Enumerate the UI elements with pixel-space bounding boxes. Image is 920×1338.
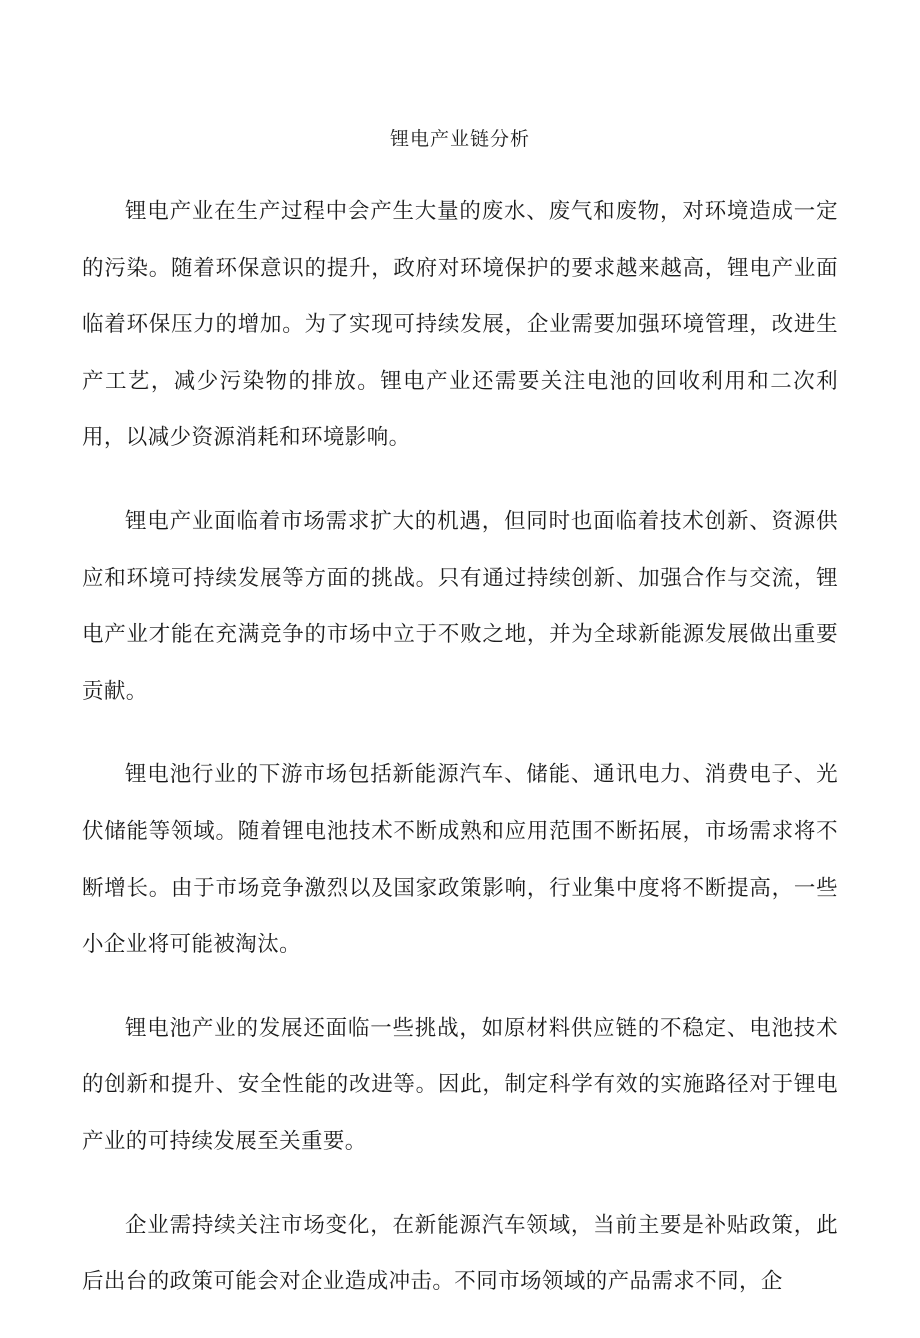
document-title: 锂电产业链分析	[389, 128, 530, 150]
document-body	[82, 184, 838, 1338]
paragraph-downstream-market: 锂电池行业的下游市场包括新能源汽车、储能、通讯电力、消费电子、光伏储能等领域。随着锂电池技术不断成熟和应用范围不断拓展，市场需求将不断增长。由于市场竞争激烈以及国家政策影响，行业集中度将不断提高，一些小企业将可能被淘汰。	[82, 762, 838, 958]
paragraph-challenges: 锂电池产业的发展还面临一些挑战，如原材料供应链的不稳定、电池技术的创新和提升、安全性能的改进等。因此，制定科学有效的实施路径对于锂电产业的可持续发展至关重要。	[82, 1015, 838, 1154]
paragraph-opportunities: 锂电产业面临着市场需求扩大的机遇，但同时也面临着技术创新、资源供应和环境可持续发展等方面的挑战。只有通过持续创新、加强合作与交流，锂电产业才能在充满竞争的市场中立于不败之地，并为全球新能源发展做出重要贡献。	[82, 508, 838, 704]
paragraph-market-changes: 企业需持续关注市场变化，在新能源汽车领域，当前主要是补贴政策，此后出台的政策可能会对企业造成冲击。不同市场领域的产品需求不同，企	[82, 1212, 838, 1295]
paragraph-environment: 锂电产业在生产过程中会产生大量的废水、废气和废物，对环境造成一定的污染。随着环保意识的提升，政府对环境保护的要求越来越高，锂电产业面临着环保压力的增加。为了实现可持续发展，企业需要加强环境管理，改进生产工艺，减少污染物的排放。锂电产业还需要关注电池的回收利用和二次利用，以减少资源消耗和环境影响。	[82, 199, 838, 451]
